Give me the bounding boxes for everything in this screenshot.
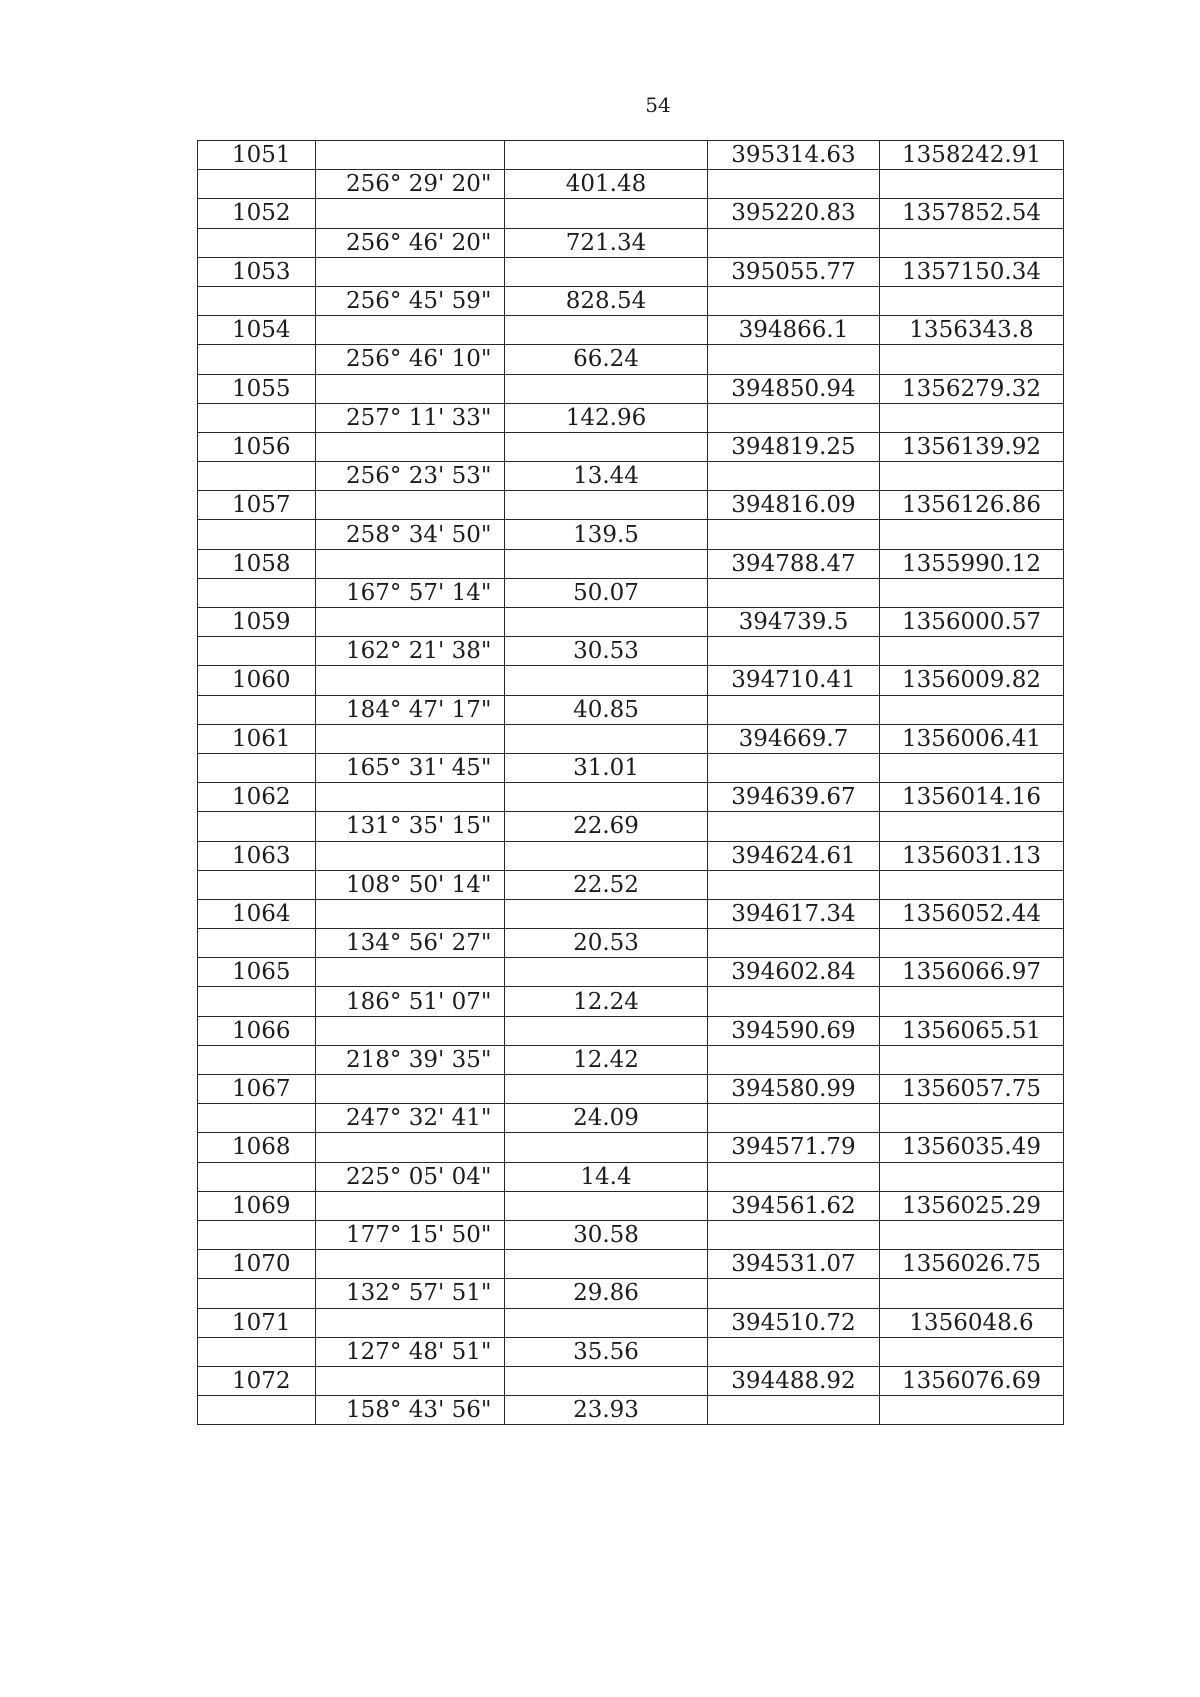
distance-empty-cell [505, 608, 708, 637]
northing-cell: 1356066.97 [880, 958, 1064, 987]
bearing-empty-cell [316, 1366, 505, 1395]
bearing-cell: 256° 23' 53" [316, 462, 505, 491]
distance-cell: 40.85 [505, 695, 708, 724]
point-id-cell: 1070 [198, 1250, 316, 1279]
northing-empty-cell [880, 403, 1064, 432]
northing-empty-cell [880, 1337, 1064, 1366]
distance-empty-cell [505, 783, 708, 812]
distance-empty-cell [505, 1075, 708, 1104]
easting-cell: 394639.67 [708, 783, 880, 812]
distance-cell: 828.54 [505, 286, 708, 315]
distance-empty-cell [505, 724, 708, 753]
leg-row [198, 695, 1064, 724]
distance-cell: 12.42 [505, 1045, 708, 1074]
bearing-empty-cell [316, 491, 505, 520]
bearing-empty-cell [316, 783, 505, 812]
distance-cell: 23.93 [505, 1396, 708, 1425]
point-id-cell: 1063 [198, 841, 316, 870]
point-empty-cell [198, 345, 316, 374]
northing-cell: 1356052.44 [880, 899, 1064, 928]
point-id-cell: 1058 [198, 549, 316, 578]
leg-row [198, 1279, 1064, 1308]
easting-cell: 394510.72 [708, 1308, 880, 1337]
point-id-cell: 1068 [198, 1133, 316, 1162]
bearing-cell: 127° 48' 51" [316, 1337, 505, 1366]
point-row [198, 549, 1064, 578]
northing-empty-cell [880, 578, 1064, 607]
leg-row [198, 403, 1064, 432]
distance-empty-cell [505, 1366, 708, 1395]
easting-cell: 395314.63 [708, 141, 880, 170]
leg-row [198, 812, 1064, 841]
point-row [198, 724, 1064, 753]
distance-empty-cell [505, 549, 708, 578]
bearing-cell: 108° 50' 14" [316, 870, 505, 899]
distance-empty-cell [505, 666, 708, 695]
distance-empty-cell [505, 899, 708, 928]
easting-empty-cell [708, 1162, 880, 1191]
northing-cell: 1356031.13 [880, 841, 1064, 870]
easting-empty-cell [708, 170, 880, 199]
northing-empty-cell [880, 695, 1064, 724]
northing-cell: 1356065.51 [880, 1016, 1064, 1045]
easting-empty-cell [708, 870, 880, 899]
easting-empty-cell [708, 637, 880, 666]
easting-cell: 394531.07 [708, 1250, 880, 1279]
easting-empty-cell [708, 1220, 880, 1249]
northing-cell: 1356139.92 [880, 432, 1064, 461]
northing-cell: 1356000.57 [880, 608, 1064, 637]
point-id-cell: 1069 [198, 1191, 316, 1220]
point-row [198, 1075, 1064, 1104]
point-row [198, 666, 1064, 695]
distance-empty-cell [505, 1308, 708, 1337]
northing-cell: 1356343.8 [880, 316, 1064, 345]
leg-row [198, 462, 1064, 491]
distance-cell: 14.4 [505, 1162, 708, 1191]
easting-cell: 394788.47 [708, 549, 880, 578]
easting-empty-cell [708, 1104, 880, 1133]
bearing-empty-cell [316, 841, 505, 870]
point-id-cell: 1051 [198, 141, 316, 170]
bearing-cell: 158° 43' 56" [316, 1396, 505, 1425]
distance-cell: 721.34 [505, 228, 708, 257]
distance-cell: 20.53 [505, 929, 708, 958]
easting-empty-cell [708, 403, 880, 432]
distance-empty-cell [505, 1016, 708, 1045]
distance-empty-cell [505, 199, 708, 228]
point-id-cell: 1060 [198, 666, 316, 695]
point-row [198, 1250, 1064, 1279]
point-row [198, 374, 1064, 403]
point-id-cell: 1059 [198, 608, 316, 637]
easting-empty-cell [708, 462, 880, 491]
distance-cell: 66.24 [505, 345, 708, 374]
point-row [198, 199, 1064, 228]
northing-cell: 1356076.69 [880, 1366, 1064, 1395]
leg-row [198, 929, 1064, 958]
bearing-cell: 247° 32' 41" [316, 1104, 505, 1133]
bearing-cell: 256° 45' 59" [316, 286, 505, 315]
distance-cell: 13.44 [505, 462, 708, 491]
point-empty-cell [198, 695, 316, 724]
bearing-empty-cell [316, 1191, 505, 1220]
bearing-empty-cell [316, 141, 505, 170]
distance-empty-cell [505, 1133, 708, 1162]
easting-empty-cell [708, 812, 880, 841]
distance-cell: 12.24 [505, 987, 708, 1016]
point-row [198, 899, 1064, 928]
northing-cell: 1357150.34 [880, 257, 1064, 286]
bearing-cell: 256° 46' 10" [316, 345, 505, 374]
northing-cell: 1356009.82 [880, 666, 1064, 695]
point-empty-cell [198, 1104, 316, 1133]
easting-cell: 394590.69 [708, 1016, 880, 1045]
bearing-empty-cell [316, 608, 505, 637]
bearing-empty-cell [316, 724, 505, 753]
distance-cell: 35.56 [505, 1337, 708, 1366]
bearing-empty-cell [316, 432, 505, 461]
bearing-empty-cell [316, 899, 505, 928]
leg-row [198, 870, 1064, 899]
bearing-empty-cell [316, 199, 505, 228]
coordinate-table [197, 140, 1064, 1425]
leg-row [198, 1104, 1064, 1133]
point-id-cell: 1052 [198, 199, 316, 228]
point-empty-cell [198, 929, 316, 958]
point-empty-cell [198, 870, 316, 899]
northing-empty-cell [880, 1104, 1064, 1133]
distance-cell: 31.01 [505, 753, 708, 782]
point-empty-cell [198, 520, 316, 549]
northing-empty-cell [880, 1162, 1064, 1191]
point-empty-cell [198, 987, 316, 1016]
leg-row [198, 1045, 1064, 1074]
point-id-cell: 1057 [198, 491, 316, 520]
northing-cell: 1356279.32 [880, 374, 1064, 403]
bearing-cell: 134° 56' 27" [316, 929, 505, 958]
northing-empty-cell [880, 987, 1064, 1016]
distance-empty-cell [505, 374, 708, 403]
leg-row [198, 987, 1064, 1016]
point-row [198, 432, 1064, 461]
point-row [198, 316, 1064, 345]
point-id-cell: 1067 [198, 1075, 316, 1104]
northing-cell: 1358242.91 [880, 141, 1064, 170]
bearing-cell: 162° 21' 38" [316, 637, 505, 666]
easting-cell: 395055.77 [708, 257, 880, 286]
point-empty-cell [198, 286, 316, 315]
easting-empty-cell [708, 1396, 880, 1425]
easting-cell: 394819.25 [708, 432, 880, 461]
bearing-empty-cell [316, 1250, 505, 1279]
point-empty-cell [198, 812, 316, 841]
leg-row [198, 1337, 1064, 1366]
point-id-cell: 1061 [198, 724, 316, 753]
easting-empty-cell [708, 228, 880, 257]
point-row [198, 1366, 1064, 1395]
easting-empty-cell [708, 1045, 880, 1074]
distance-empty-cell [505, 432, 708, 461]
easting-cell: 394850.94 [708, 374, 880, 403]
bearing-cell: 184° 47' 17" [316, 695, 505, 724]
northing-empty-cell [880, 1279, 1064, 1308]
point-empty-cell [198, 170, 316, 199]
point-empty-cell [198, 1162, 316, 1191]
northing-empty-cell [880, 170, 1064, 199]
bearing-cell: 186° 51' 07" [316, 987, 505, 1016]
leg-row [198, 1220, 1064, 1249]
northing-cell: 1356057.75 [880, 1075, 1064, 1104]
point-empty-cell [198, 1220, 316, 1249]
point-id-cell: 1056 [198, 432, 316, 461]
distance-cell: 29.86 [505, 1279, 708, 1308]
bearing-empty-cell [316, 666, 505, 695]
bearing-cell: 225° 05' 04" [316, 1162, 505, 1191]
bearing-empty-cell [316, 316, 505, 345]
easting-cell: 394624.61 [708, 841, 880, 870]
bearing-empty-cell [316, 549, 505, 578]
easting-cell: 394488.92 [708, 1366, 880, 1395]
northing-cell: 1356048.6 [880, 1308, 1064, 1337]
point-row [198, 1191, 1064, 1220]
point-id-cell: 1054 [198, 316, 316, 345]
bearing-cell: 167° 57' 14" [316, 578, 505, 607]
northing-empty-cell [880, 929, 1064, 958]
point-row [198, 608, 1064, 637]
easting-cell: 394669.7 [708, 724, 880, 753]
easting-empty-cell [708, 578, 880, 607]
distance-cell: 30.53 [505, 637, 708, 666]
distance-empty-cell [505, 1191, 708, 1220]
point-row [198, 841, 1064, 870]
point-empty-cell [198, 1396, 316, 1425]
point-empty-cell [198, 753, 316, 782]
easting-empty-cell [708, 286, 880, 315]
northing-cell: 1356006.41 [880, 724, 1064, 753]
distance-cell: 142.96 [505, 403, 708, 432]
easting-cell: 394617.34 [708, 899, 880, 928]
distance-empty-cell [505, 958, 708, 987]
point-row [198, 1133, 1064, 1162]
bearing-cell: 131° 35' 15" [316, 812, 505, 841]
leg-row [198, 753, 1064, 782]
leg-row [198, 286, 1064, 315]
page-number: 54 [645, 93, 671, 117]
bearing-cell: 256° 46' 20" [316, 228, 505, 257]
leg-row [198, 228, 1064, 257]
bearing-cell: 256° 29' 20" [316, 170, 505, 199]
point-id-cell: 1064 [198, 899, 316, 928]
point-row [198, 783, 1064, 812]
northing-empty-cell [880, 286, 1064, 315]
point-empty-cell [198, 228, 316, 257]
easting-cell: 394580.99 [708, 1075, 880, 1104]
distance-empty-cell [505, 491, 708, 520]
easting-empty-cell [708, 520, 880, 549]
northing-empty-cell [880, 1396, 1064, 1425]
leg-row [198, 345, 1064, 374]
point-id-cell: 1055 [198, 374, 316, 403]
bearing-cell: 177° 15' 50" [316, 1220, 505, 1249]
northing-cell: 1356014.16 [880, 783, 1064, 812]
distance-cell: 50.07 [505, 578, 708, 607]
easting-empty-cell [708, 1279, 880, 1308]
point-row [198, 257, 1064, 286]
easting-cell: 394561.62 [708, 1191, 880, 1220]
point-id-cell: 1066 [198, 1016, 316, 1045]
northing-empty-cell [880, 462, 1064, 491]
northing-empty-cell [880, 520, 1064, 549]
northing-cell: 1356025.29 [880, 1191, 1064, 1220]
distance-cell: 22.69 [505, 812, 708, 841]
point-empty-cell [198, 403, 316, 432]
point-empty-cell [198, 1279, 316, 1308]
bearing-cell: 165° 31' 45" [316, 753, 505, 782]
distance-empty-cell [505, 316, 708, 345]
distance-empty-cell [505, 841, 708, 870]
bearing-cell: 257° 11' 33" [316, 403, 505, 432]
point-id-cell: 1072 [198, 1366, 316, 1395]
bearing-empty-cell [316, 257, 505, 286]
bearing-empty-cell [316, 1308, 505, 1337]
leg-row [198, 637, 1064, 666]
northing-empty-cell [880, 345, 1064, 374]
leg-row [198, 1396, 1064, 1425]
point-id-cell: 1062 [198, 783, 316, 812]
northing-empty-cell [880, 637, 1064, 666]
bearing-empty-cell [316, 1075, 505, 1104]
distance-cell: 22.52 [505, 870, 708, 899]
leg-row [198, 1162, 1064, 1191]
northing-empty-cell [880, 1045, 1064, 1074]
bearing-cell: 258° 34' 50" [316, 520, 505, 549]
easting-cell: 394816.09 [708, 491, 880, 520]
northing-cell: 1356026.75 [880, 1250, 1064, 1279]
distance-cell: 24.09 [505, 1104, 708, 1133]
easting-cell: 394571.79 [708, 1133, 880, 1162]
bearing-cell: 218° 39' 35" [316, 1045, 505, 1074]
easting-cell: 394710.41 [708, 666, 880, 695]
point-row [198, 141, 1064, 170]
bearing-empty-cell [316, 1133, 505, 1162]
distance-empty-cell [505, 1250, 708, 1279]
bearing-empty-cell [316, 958, 505, 987]
easting-empty-cell [708, 345, 880, 374]
point-id-cell: 1065 [198, 958, 316, 987]
bearing-empty-cell [316, 1016, 505, 1045]
northing-empty-cell [880, 812, 1064, 841]
leg-row [198, 578, 1064, 607]
point-row [198, 1016, 1064, 1045]
easting-empty-cell [708, 695, 880, 724]
point-id-cell: 1071 [198, 1308, 316, 1337]
point-row [198, 491, 1064, 520]
point-empty-cell [198, 1337, 316, 1366]
northing-empty-cell [880, 870, 1064, 899]
point-empty-cell [198, 578, 316, 607]
point-id-cell: 1053 [198, 257, 316, 286]
easting-empty-cell [708, 987, 880, 1016]
northing-cell: 1357852.54 [880, 199, 1064, 228]
point-row [198, 958, 1064, 987]
bearing-cell: 132° 57' 51" [316, 1279, 505, 1308]
bearing-empty-cell [316, 374, 505, 403]
distance-cell: 30.58 [505, 1220, 708, 1249]
northing-empty-cell [880, 753, 1064, 782]
easting-cell: 394739.5 [708, 608, 880, 637]
point-empty-cell [198, 1045, 316, 1074]
distance-empty-cell [505, 141, 708, 170]
easting-cell: 394602.84 [708, 958, 880, 987]
northing-empty-cell [880, 228, 1064, 257]
easting-empty-cell [708, 1337, 880, 1366]
northing-cell: 1356126.86 [880, 491, 1064, 520]
point-empty-cell [198, 462, 316, 491]
leg-row [198, 520, 1064, 549]
easting-empty-cell [708, 929, 880, 958]
distance-empty-cell [505, 257, 708, 286]
easting-cell: 394866.1 [708, 316, 880, 345]
distance-cell: 139.5 [505, 520, 708, 549]
point-row [198, 1308, 1064, 1337]
point-empty-cell [198, 637, 316, 666]
coordinate-table-body [198, 141, 1064, 1425]
easting-empty-cell [708, 753, 880, 782]
leg-row [198, 170, 1064, 199]
distance-cell: 401.48 [505, 170, 708, 199]
easting-cell: 395220.83 [708, 199, 880, 228]
northing-empty-cell [880, 1220, 1064, 1249]
northing-cell: 1355990.12 [880, 549, 1064, 578]
northing-cell: 1356035.49 [880, 1133, 1064, 1162]
